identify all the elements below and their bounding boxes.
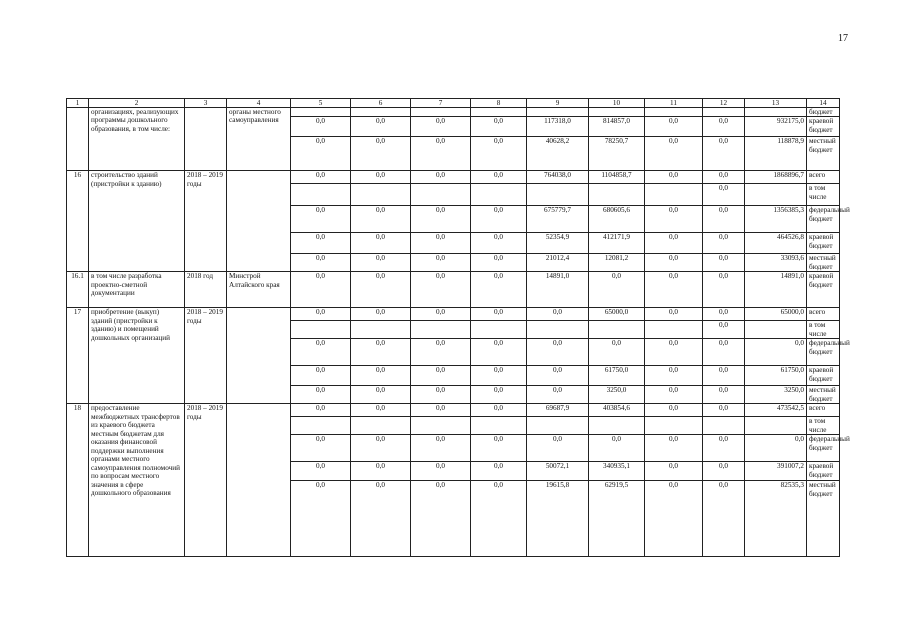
value-cell: 473542,5 (745, 404, 807, 417)
funding-source-cell: в том числе (807, 184, 840, 206)
value-cell: 0,0 (703, 462, 745, 481)
value-cell (645, 417, 703, 435)
value-cell: 0,0 (351, 404, 411, 417)
period-cell: 2018 – 2019 годы (185, 171, 227, 272)
funding-source-cell: всего (807, 171, 840, 184)
value-cell: 0,0 (703, 366, 745, 386)
value-cell (745, 417, 807, 435)
value-cell (527, 108, 589, 117)
column-header: 6 (351, 99, 411, 108)
value-cell: 0,0 (471, 117, 527, 137)
value-cell (471, 108, 527, 117)
measure-name-cell: предоставление межбюджетных трансфертов из краевого бюджета местным бюджетам для оказания финансовой поддержки выполнения органами местного самоуправления полномочий по вопросам местного значения в сфере дошкольного образования (89, 404, 185, 557)
table-body (67, 108, 850, 557)
value-cell (471, 321, 527, 339)
value-cell: 117318,0 (527, 117, 589, 137)
value-cell: 0,0 (645, 481, 703, 557)
value-cell: 0,0 (291, 308, 351, 321)
value-cell: 0,0 (351, 386, 411, 404)
value-cell: 0,0 (351, 137, 411, 171)
value-cell: 0,0 (291, 386, 351, 404)
value-cell: 0,0 (471, 272, 527, 308)
value-cell: 764038,0 (527, 171, 589, 184)
value-cell: 118878,9 (745, 137, 807, 171)
value-cell: 0,0 (471, 366, 527, 386)
value-cell: 33093,6 (745, 254, 807, 272)
value-cell: 0,0 (291, 254, 351, 272)
value-cell (745, 321, 807, 339)
value-cell: 0,0 (351, 233, 411, 254)
funding-source-cell: краевой бюджет (807, 462, 840, 481)
value-cell: 0,0 (527, 435, 589, 462)
value-cell: 0,0 (703, 435, 745, 462)
value-cell: 0,0 (291, 233, 351, 254)
value-cell: 0,0 (471, 462, 527, 481)
table-row (67, 308, 840, 321)
funding-source-cell: федеральный бюджет (807, 435, 840, 462)
value-cell: 69687,9 (527, 404, 589, 417)
value-cell: 0,0 (471, 386, 527, 404)
table-row (67, 404, 840, 417)
budget-table (66, 98, 850, 557)
value-cell: 0,0 (645, 117, 703, 137)
value-cell: 0,0 (645, 435, 703, 462)
value-cell: 0,0 (703, 386, 745, 404)
value-cell (411, 184, 471, 206)
funding-source-cell: местный бюджет (807, 481, 840, 557)
funding-source-cell: местный бюджет (807, 137, 840, 171)
value-cell: 0,0 (291, 137, 351, 171)
value-cell: 0,0 (745, 339, 807, 366)
funding-source-cell: всего (807, 404, 840, 417)
value-cell: 0,0 (703, 137, 745, 171)
value-cell: 0,0 (471, 233, 527, 254)
value-cell: 0,0 (351, 462, 411, 481)
value-cell: 19615,8 (527, 481, 589, 557)
measure-name-cell: в том числе разработка проектно-сметной документации (89, 272, 185, 308)
value-cell: 0,0 (471, 137, 527, 171)
value-cell: 0,0 (645, 386, 703, 404)
value-cell: 0,0 (645, 171, 703, 184)
value-cell: 1868896,7 (745, 171, 807, 184)
table-row (67, 108, 840, 117)
column-header: 3 (185, 99, 227, 108)
value-cell: 680605,6 (589, 206, 645, 233)
value-cell: 0,0 (351, 171, 411, 184)
column-header: 2 (89, 99, 185, 108)
funding-source-cell: краевой бюджет (807, 117, 840, 137)
value-cell (703, 108, 745, 117)
value-cell: 0,0 (411, 117, 471, 137)
value-cell (291, 184, 351, 206)
value-cell: 1104858,7 (589, 171, 645, 184)
row-number-cell: 17 (67, 308, 89, 404)
funding-source-cell: в том числе (807, 321, 840, 339)
value-cell (351, 417, 411, 435)
measure-name-cell: строительство зданий (пристройки к зданию) (89, 171, 185, 272)
value-cell: 0,0 (411, 481, 471, 557)
column-header: 7 (411, 99, 471, 108)
value-cell: 0,0 (411, 339, 471, 366)
row-number-cell: 16 (67, 171, 89, 272)
value-cell: 12081,2 (589, 254, 645, 272)
value-cell: 814857,0 (589, 117, 645, 137)
value-cell (471, 184, 527, 206)
value-cell (645, 321, 703, 339)
value-cell: 40628,2 (527, 137, 589, 171)
column-header: 13 (745, 99, 807, 108)
value-cell: 0,0 (527, 339, 589, 366)
value-cell: 0,0 (645, 206, 703, 233)
funding-source-cell: в том числе (807, 417, 840, 435)
period-cell: 2018 год (185, 272, 227, 308)
value-cell: 0,0 (291, 117, 351, 137)
executor-cell: органы местного самоуправления (227, 108, 291, 171)
value-cell: 391007,2 (745, 462, 807, 481)
executor-cell (227, 308, 291, 404)
value-cell: 0,0 (411, 366, 471, 386)
value-cell: 0,0 (471, 308, 527, 321)
value-cell: 0,0 (703, 254, 745, 272)
value-cell: 0,0 (703, 272, 745, 308)
value-cell: 0,0 (527, 366, 589, 386)
value-cell: 0,0 (351, 117, 411, 137)
value-cell: 0,0 (351, 308, 411, 321)
table-row (67, 171, 840, 184)
value-cell (645, 108, 703, 117)
value-cell: 412171,9 (589, 233, 645, 254)
value-cell (351, 321, 411, 339)
column-number-row (67, 99, 840, 108)
value-cell: 52354,9 (527, 233, 589, 254)
value-cell: 62919,5 (589, 481, 645, 557)
value-cell: 0,0 (291, 404, 351, 417)
measure-name-cell: организациях, реализующих программы дошкольного образования, в том числе: (89, 108, 185, 171)
row-number-cell (67, 108, 89, 171)
value-cell: 464526,8 (745, 233, 807, 254)
value-cell: 0,0 (291, 206, 351, 233)
value-cell: 0,0 (291, 435, 351, 462)
value-cell: 0,0 (645, 272, 703, 308)
value-cell: 0,0 (291, 366, 351, 386)
period-cell: 2018 – 2019 годы (185, 404, 227, 557)
value-cell: 65000,0 (589, 308, 645, 321)
value-cell: 0,0 (645, 137, 703, 171)
column-header: 1 (67, 99, 89, 108)
value-cell: 0,0 (703, 117, 745, 137)
value-cell: 3250,0 (589, 386, 645, 404)
value-cell (351, 108, 411, 117)
value-cell: 0,0 (471, 404, 527, 417)
value-cell: 0,0 (589, 339, 645, 366)
column-header: 12 (703, 99, 745, 108)
value-cell: 1356385,3 (745, 206, 807, 233)
value-cell (411, 321, 471, 339)
value-cell: 65000,0 (745, 308, 807, 321)
value-cell: 0,0 (703, 233, 745, 254)
value-cell: 0,0 (291, 272, 351, 308)
value-cell: 0,0 (471, 171, 527, 184)
value-cell: 0,0 (527, 386, 589, 404)
value-cell: 0,0 (291, 462, 351, 481)
value-cell: 0,0 (589, 435, 645, 462)
table-row (67, 272, 840, 308)
column-header: 10 (589, 99, 645, 108)
value-cell: 78250,7 (589, 137, 645, 171)
value-cell: 3250,0 (745, 386, 807, 404)
funding-source-cell: краевой бюджет (807, 233, 840, 254)
column-header: 8 (471, 99, 527, 108)
value-cell: 403854,6 (589, 404, 645, 417)
value-cell: 0,0 (291, 481, 351, 557)
value-cell (291, 321, 351, 339)
funding-source-cell: всего (807, 308, 840, 321)
value-cell: 50072,1 (527, 462, 589, 481)
value-cell (527, 321, 589, 339)
funding-source-cell: краевой бюджет (807, 272, 840, 308)
value-cell: 82535,3 (745, 481, 807, 557)
executor-cell (227, 404, 291, 557)
value-cell: 0,0 (351, 254, 411, 272)
value-cell: 0,0 (645, 308, 703, 321)
value-cell: 0,0 (645, 254, 703, 272)
value-cell: 0,0 (351, 435, 411, 462)
value-cell: 21012,4 (527, 254, 589, 272)
value-cell: 0,0 (703, 321, 745, 339)
value-cell: 0,0 (645, 339, 703, 366)
value-cell (471, 417, 527, 435)
value-cell: 0,0 (351, 366, 411, 386)
value-cell: 0,0 (291, 171, 351, 184)
value-cell: 0,0 (411, 308, 471, 321)
value-cell: 0,0 (411, 206, 471, 233)
measure-name-cell: приобретение (выкуп) зданий (пристройки к зданию) и помещений дошкольных организаций (89, 308, 185, 404)
value-cell (411, 417, 471, 435)
value-cell: 0,0 (351, 272, 411, 308)
value-cell: 0,0 (411, 272, 471, 308)
value-cell: 0,0 (411, 386, 471, 404)
value-cell: 0,0 (411, 435, 471, 462)
value-cell (411, 108, 471, 117)
value-cell (589, 321, 645, 339)
value-cell: 675779,7 (527, 206, 589, 233)
period-cell (185, 108, 227, 171)
column-header: 4 (227, 99, 291, 108)
value-cell: 340935,1 (589, 462, 645, 481)
value-cell: 0,0 (703, 171, 745, 184)
column-header: 14 (807, 99, 840, 108)
value-cell (745, 184, 807, 206)
value-cell (527, 184, 589, 206)
column-header: 5 (291, 99, 351, 108)
executor-cell (227, 171, 291, 272)
value-cell (527, 417, 589, 435)
column-header: 9 (527, 99, 589, 108)
value-cell: 0,0 (645, 462, 703, 481)
value-cell: 0,0 (411, 137, 471, 171)
value-cell: 0,0 (411, 404, 471, 417)
value-cell: 0,0 (411, 171, 471, 184)
value-cell (745, 108, 807, 117)
value-cell: 0,0 (645, 404, 703, 417)
value-cell: 0,0 (471, 339, 527, 366)
value-cell: 0,0 (471, 254, 527, 272)
executor-cell: Минстрой Алтайского края (227, 272, 291, 308)
value-cell (351, 184, 411, 206)
funding-source-cell: бюджет (807, 108, 840, 117)
value-cell: 0,0 (703, 339, 745, 366)
value-cell: 0,0 (745, 435, 807, 462)
column-header: 11 (645, 99, 703, 108)
value-cell: 0,0 (703, 206, 745, 233)
value-cell (589, 184, 645, 206)
value-cell: 0,0 (351, 339, 411, 366)
value-cell: 0,0 (703, 308, 745, 321)
funding-source-cell: местный бюджет (807, 254, 840, 272)
value-cell (703, 417, 745, 435)
value-cell: 14891,0 (527, 272, 589, 308)
value-cell: 0,0 (703, 184, 745, 206)
value-cell: 0,0 (471, 435, 527, 462)
row-number-cell: 16.1 (67, 272, 89, 308)
value-cell: 14891,0 (745, 272, 807, 308)
value-cell: 932175,0 (745, 117, 807, 137)
value-cell (589, 417, 645, 435)
value-cell: 0,0 (703, 404, 745, 417)
page-number: 17 (838, 33, 848, 44)
funding-source-cell: федеральный бюджет (807, 206, 840, 233)
value-cell: 0,0 (291, 339, 351, 366)
value-cell: 0,0 (645, 233, 703, 254)
value-cell (589, 108, 645, 117)
funding-source-cell: федеральный бюджет (807, 339, 840, 366)
value-cell: 0,0 (527, 308, 589, 321)
value-cell: 0,0 (411, 462, 471, 481)
value-cell: 0,0 (589, 272, 645, 308)
value-cell: 61750,0 (745, 366, 807, 386)
value-cell: 0,0 (471, 481, 527, 557)
value-cell: 0,0 (351, 481, 411, 557)
row-number-cell: 18 (67, 404, 89, 557)
funding-source-cell: местный бюджет (807, 386, 840, 404)
value-cell: 0,0 (703, 481, 745, 557)
period-cell: 2018 – 2019 годы (185, 308, 227, 404)
value-cell (291, 108, 351, 117)
value-cell: 61750,0 (589, 366, 645, 386)
value-cell: 0,0 (645, 366, 703, 386)
value-cell: 0,0 (411, 254, 471, 272)
value-cell: 0,0 (471, 206, 527, 233)
value-cell: 0,0 (411, 233, 471, 254)
value-cell: 0,0 (351, 206, 411, 233)
funding-source-cell: краевой бюджет (807, 366, 840, 386)
value-cell (291, 417, 351, 435)
value-cell (645, 184, 703, 206)
